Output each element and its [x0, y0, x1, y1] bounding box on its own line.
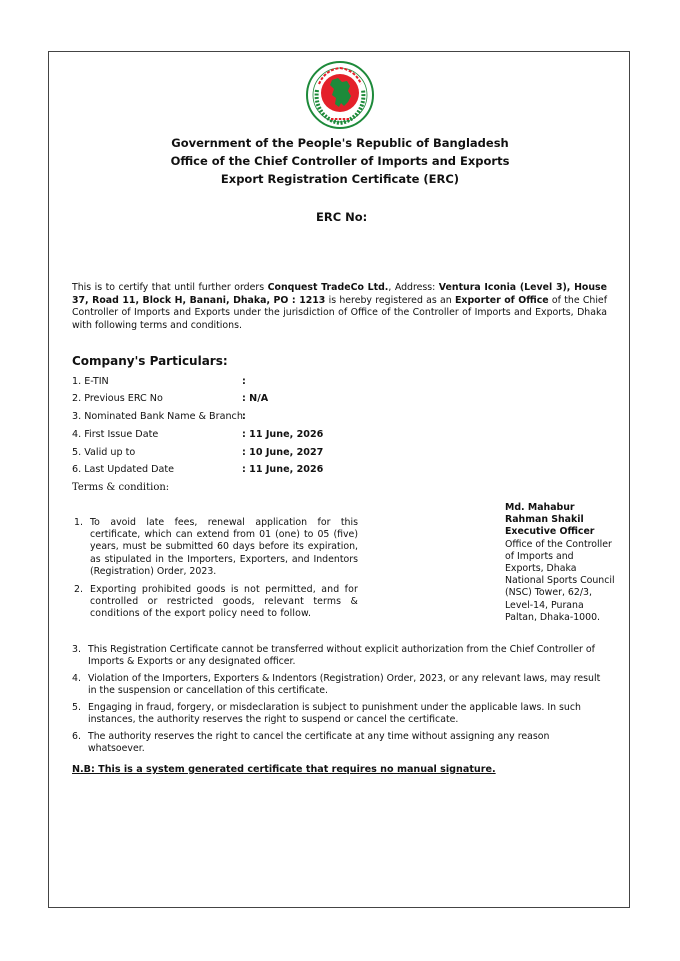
- particular-value: : 11 June, 2026: [242, 464, 324, 475]
- particular-label: 6. Last Updated Date: [72, 464, 175, 475]
- particular-label: 2. Previous ERC No: [72, 393, 163, 404]
- term-text: To avoid late fees, renewal application for this certificate, which can extend from 01 (one) to 05 (five) years, must be submitted 60 days before its expiration, as stipulated in the Importers, Exporters, and Indentors (Registration) Order, 2023.: [90, 517, 358, 577]
- term-number: 5.: [72, 702, 81, 713]
- term-text: The authority reserves the right to cancel the certificate at any time without assigning any reason whatsoever.: [88, 731, 550, 755]
- particular-value: :: [242, 376, 246, 387]
- erc-number-label: ERC No:: [316, 210, 368, 224]
- term-number: 4.: [72, 673, 81, 684]
- term-text: This Registration Certificate cannot be transferred without explicit authorization from the Chief Controller of Imports & Exports or any designated officer.: [88, 644, 595, 668]
- certificate-title: Export Registration Certificate (ERC): [220, 172, 460, 186]
- officer-name: Md. Mahabur Rahman Shakil: [505, 502, 584, 526]
- officer-office-address: Office of the Controller of Imports and Exports, Dhaka National Sports Council (NSC) Tower, 62/3, Level-14, Purana Paltan, Dhaka-1000.: [505, 538, 615, 623]
- term-text: Engaging in fraud, forgery, or misdeclaration is subject to punishment under the applicable laws. In such instances, the authority reserves the right to suspend or cancel the certificate.: [88, 702, 581, 726]
- term-number: 6.: [72, 731, 81, 742]
- intro-text-2: , Address:: [388, 282, 439, 293]
- particular-label: 3. Nominated Bank Name & Branch: [72, 411, 243, 422]
- government-emblem-icon: [305, 60, 375, 130]
- certification-paragraph: [72, 282, 607, 332]
- company-address: Ventura Iconia (Level 3), House 37, Road 11, Block H, Banani, Dhaka, PO : 1213: [72, 282, 607, 306]
- header-government-line: Government of the People's Republic of Bangladesh: [171, 136, 509, 150]
- particular-value: : 10 June, 2027: [242, 447, 324, 458]
- intro-text-3: is hereby registered as an: [325, 294, 455, 306]
- particular-label: 4. First Issue Date: [72, 429, 159, 440]
- term-text: Violation of the Importers, Exporters & Indentors (Registration) Order, 2023, or any relevant laws, may result in the suspension or cancellation of this certificate.: [88, 673, 601, 697]
- term-number: 1.: [74, 517, 83, 528]
- particular-label: 1. E-TIN: [72, 376, 109, 387]
- particular-value: : 11 June, 2026: [242, 429, 324, 440]
- header-office-line: Office of the Chief Controller of Imports and Exports: [170, 154, 510, 168]
- officer-title: Executive Officer: [505, 526, 595, 538]
- terms-heading: Terms & condition:: [72, 482, 170, 493]
- issuing-officer-block: [505, 502, 615, 624]
- particular-value: :: [242, 411, 246, 422]
- term-number: 2.: [74, 584, 83, 595]
- intro-text-4: of the Chief Controller of Imports and Exports under the jurisdiction of Office of the Controller of Imports and Exports, Dhaka with following terms and conditions.: [72, 294, 608, 331]
- system-generated-note: N.B: This is a system generated certificate that requires no manual signature.: [72, 764, 496, 775]
- term-number: 3.: [72, 644, 81, 655]
- intro-text-1: This is to certify that until further orders: [72, 282, 268, 293]
- particular-label: 5. Valid up to: [72, 447, 136, 458]
- term-text: Exporting prohibited goods is not permitted, and for controlled or restricted goods, relevant terms & conditions of the export policy need to follow.: [90, 584, 358, 620]
- registration-role: Exporter of Office: [455, 294, 549, 306]
- particular-value: : N/A: [242, 393, 269, 404]
- particulars-heading: Company's Particulars:: [72, 354, 228, 368]
- company-name: Conquest TradeCo Ltd.: [267, 282, 389, 293]
